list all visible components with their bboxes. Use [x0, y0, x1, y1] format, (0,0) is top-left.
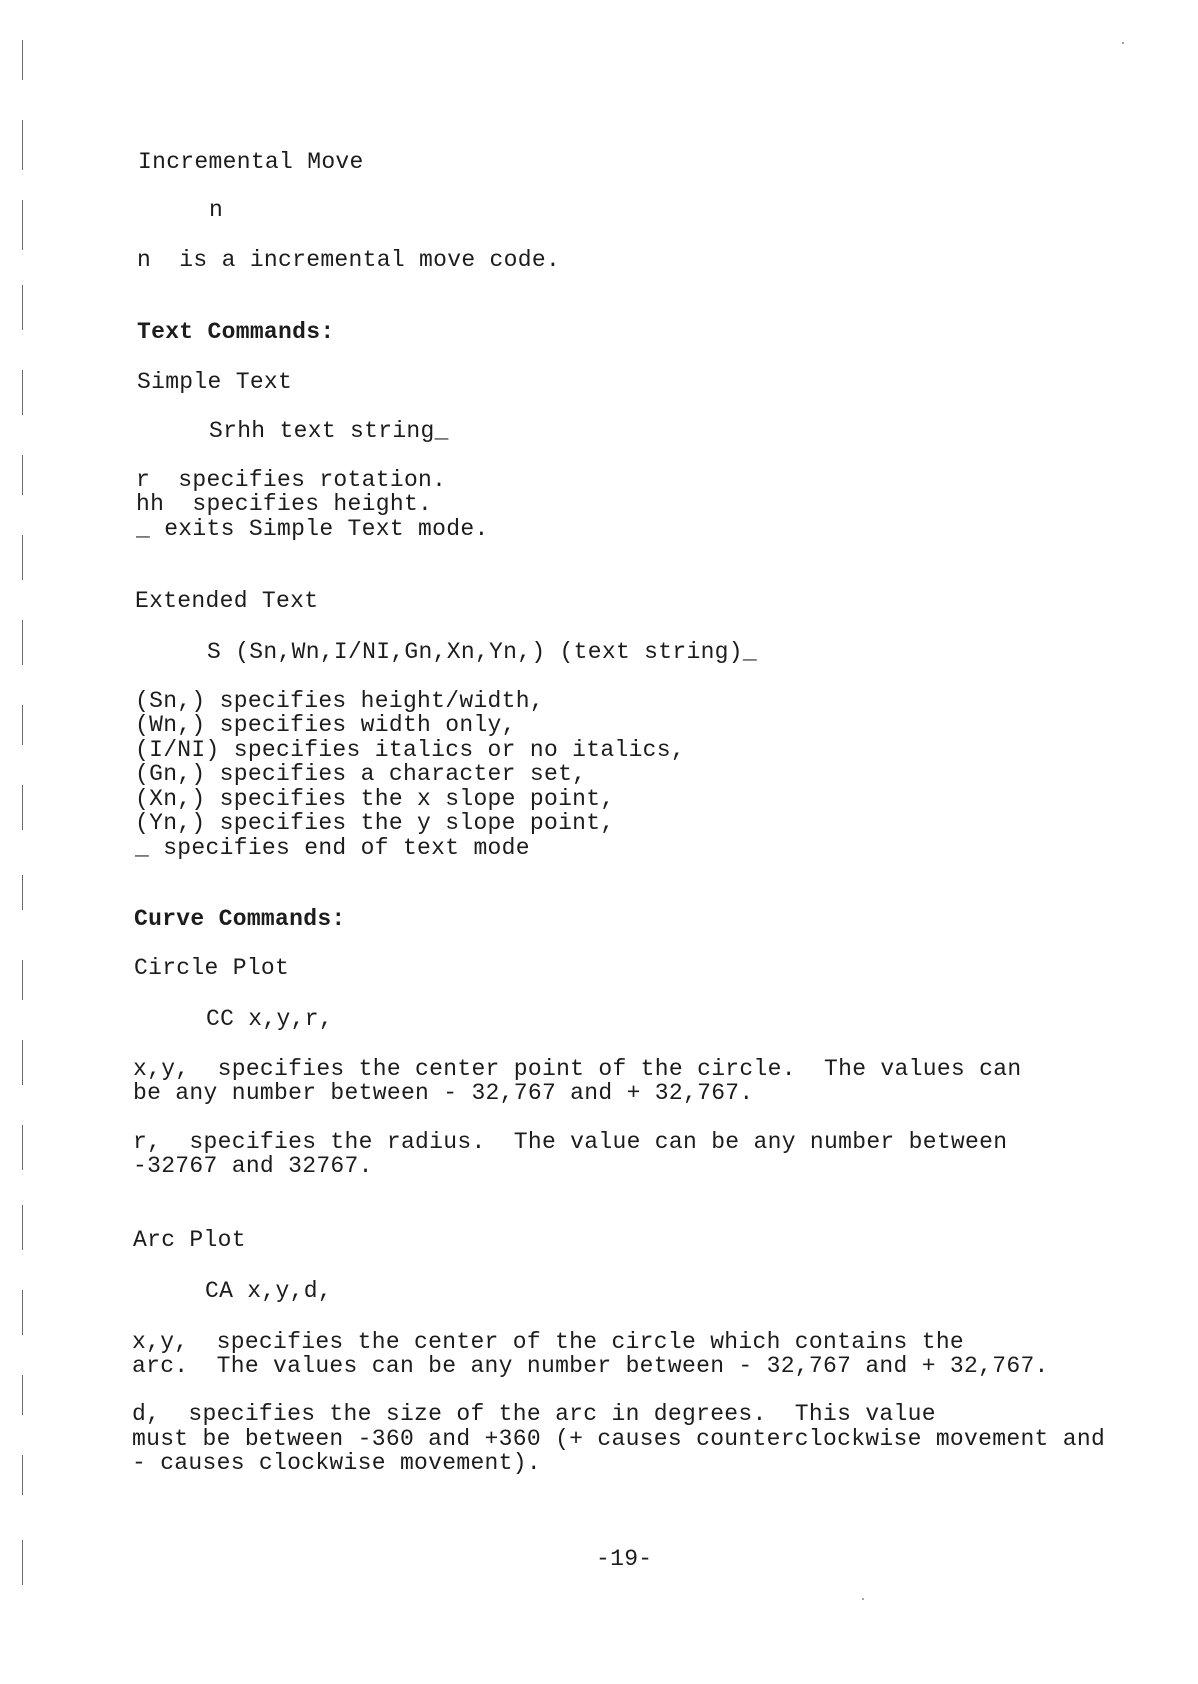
margin-mark	[22, 285, 23, 330]
simple-text-line: hh specifies height.	[136, 491, 433, 517]
circle-plot-heading: Circle Plot	[134, 955, 290, 981]
extended-text-syntax: S (Sn,Wn,I/NI,Gn,Xn,Yn,) (text string)_	[207, 639, 757, 665]
arc-plot-para2-line: - causes clockwise movement).	[132, 1450, 541, 1476]
simple-text-heading: Simple Text	[137, 369, 293, 395]
circle-plot-para1-line: be any number between - 32,767 and + 32,767.	[133, 1080, 754, 1106]
scan-speck	[862, 1598, 864, 1600]
circle-plot-syntax: CC x,y,r,	[206, 1006, 333, 1032]
margin-mark	[22, 705, 23, 745]
scan-speck	[1122, 42, 1124, 44]
margin-mark	[22, 40, 23, 80]
incremental-move-desc: n is a incremental move code.	[137, 247, 561, 273]
margin-mark	[22, 1040, 23, 1085]
margin-mark	[22, 785, 23, 830]
extended-text-line: (Sn,) specifies height/width,	[135, 688, 544, 714]
margin-mark	[22, 370, 23, 415]
arc-plot-heading: Arc Plot	[133, 1227, 246, 1253]
margin-mark	[22, 960, 23, 1000]
margin-mark	[22, 1205, 23, 1250]
incremental-move-syntax: n	[209, 197, 224, 223]
margin-mark	[22, 620, 23, 665]
circle-plot-para2-line: r, specifies the radius. The value can be any number between	[133, 1129, 1008, 1155]
margin-mark	[22, 120, 23, 170]
margin-mark	[22, 1290, 23, 1335]
margin-mark	[22, 1125, 23, 1170]
incremental-move-heading: Incremental Move	[138, 149, 364, 175]
arc-plot-para2-line: d, specifies the size of the arc in degrees. This value	[132, 1401, 936, 1427]
simple-text-syntax: Srhh text string_	[209, 418, 449, 444]
circle-plot-para2-line: -32767 and 32767.	[133, 1153, 373, 1179]
margin-mark	[22, 535, 23, 580]
arc-plot-para1-line: x,y, specifies the center of the circle which contains the	[132, 1329, 965, 1355]
margin-mark	[22, 1375, 23, 1415]
arc-plot-syntax: CA x,y,d,	[205, 1278, 332, 1304]
margin-mark	[22, 1540, 23, 1585]
extended-text-line: (I/NI) specifies italics or no italics,	[135, 737, 685, 763]
arc-plot-para2-line: must be between -360 and +360 (+ causes counterclockwise movement and	[132, 1426, 1106, 1452]
arc-plot-para1-line: arc. The values can be any number between - 32,767 and + 32,767.	[132, 1353, 1049, 1379]
margin-mark	[22, 200, 23, 250]
curve-commands-heading: Curve Commands:	[134, 906, 346, 932]
simple-text-line: _ exits Simple Text mode.	[136, 516, 489, 542]
circle-plot-para1-line: x,y, specifies the center point of the circle. The values can	[133, 1056, 1022, 1082]
simple-text-line: r specifies rotation.	[136, 467, 447, 493]
extended-text-line: (Xn,) specifies the x slope point,	[135, 786, 615, 812]
extended-text-line: (Gn,) specifies a character set,	[135, 761, 587, 787]
text-commands-heading: Text Commands:	[137, 319, 335, 345]
margin-mark	[22, 875, 23, 910]
extended-text-line: _ specifies end of text mode	[135, 835, 530, 861]
margin-mark	[22, 455, 23, 495]
extended-text-line: (Yn,) specifies the y slope point,	[135, 810, 615, 836]
extended-text-heading: Extended Text	[135, 588, 319, 614]
extended-text-line: (Wn,) specifies width only,	[135, 712, 516, 738]
margin-mark	[22, 1455, 23, 1495]
page-number: -19-	[596, 1546, 653, 1572]
